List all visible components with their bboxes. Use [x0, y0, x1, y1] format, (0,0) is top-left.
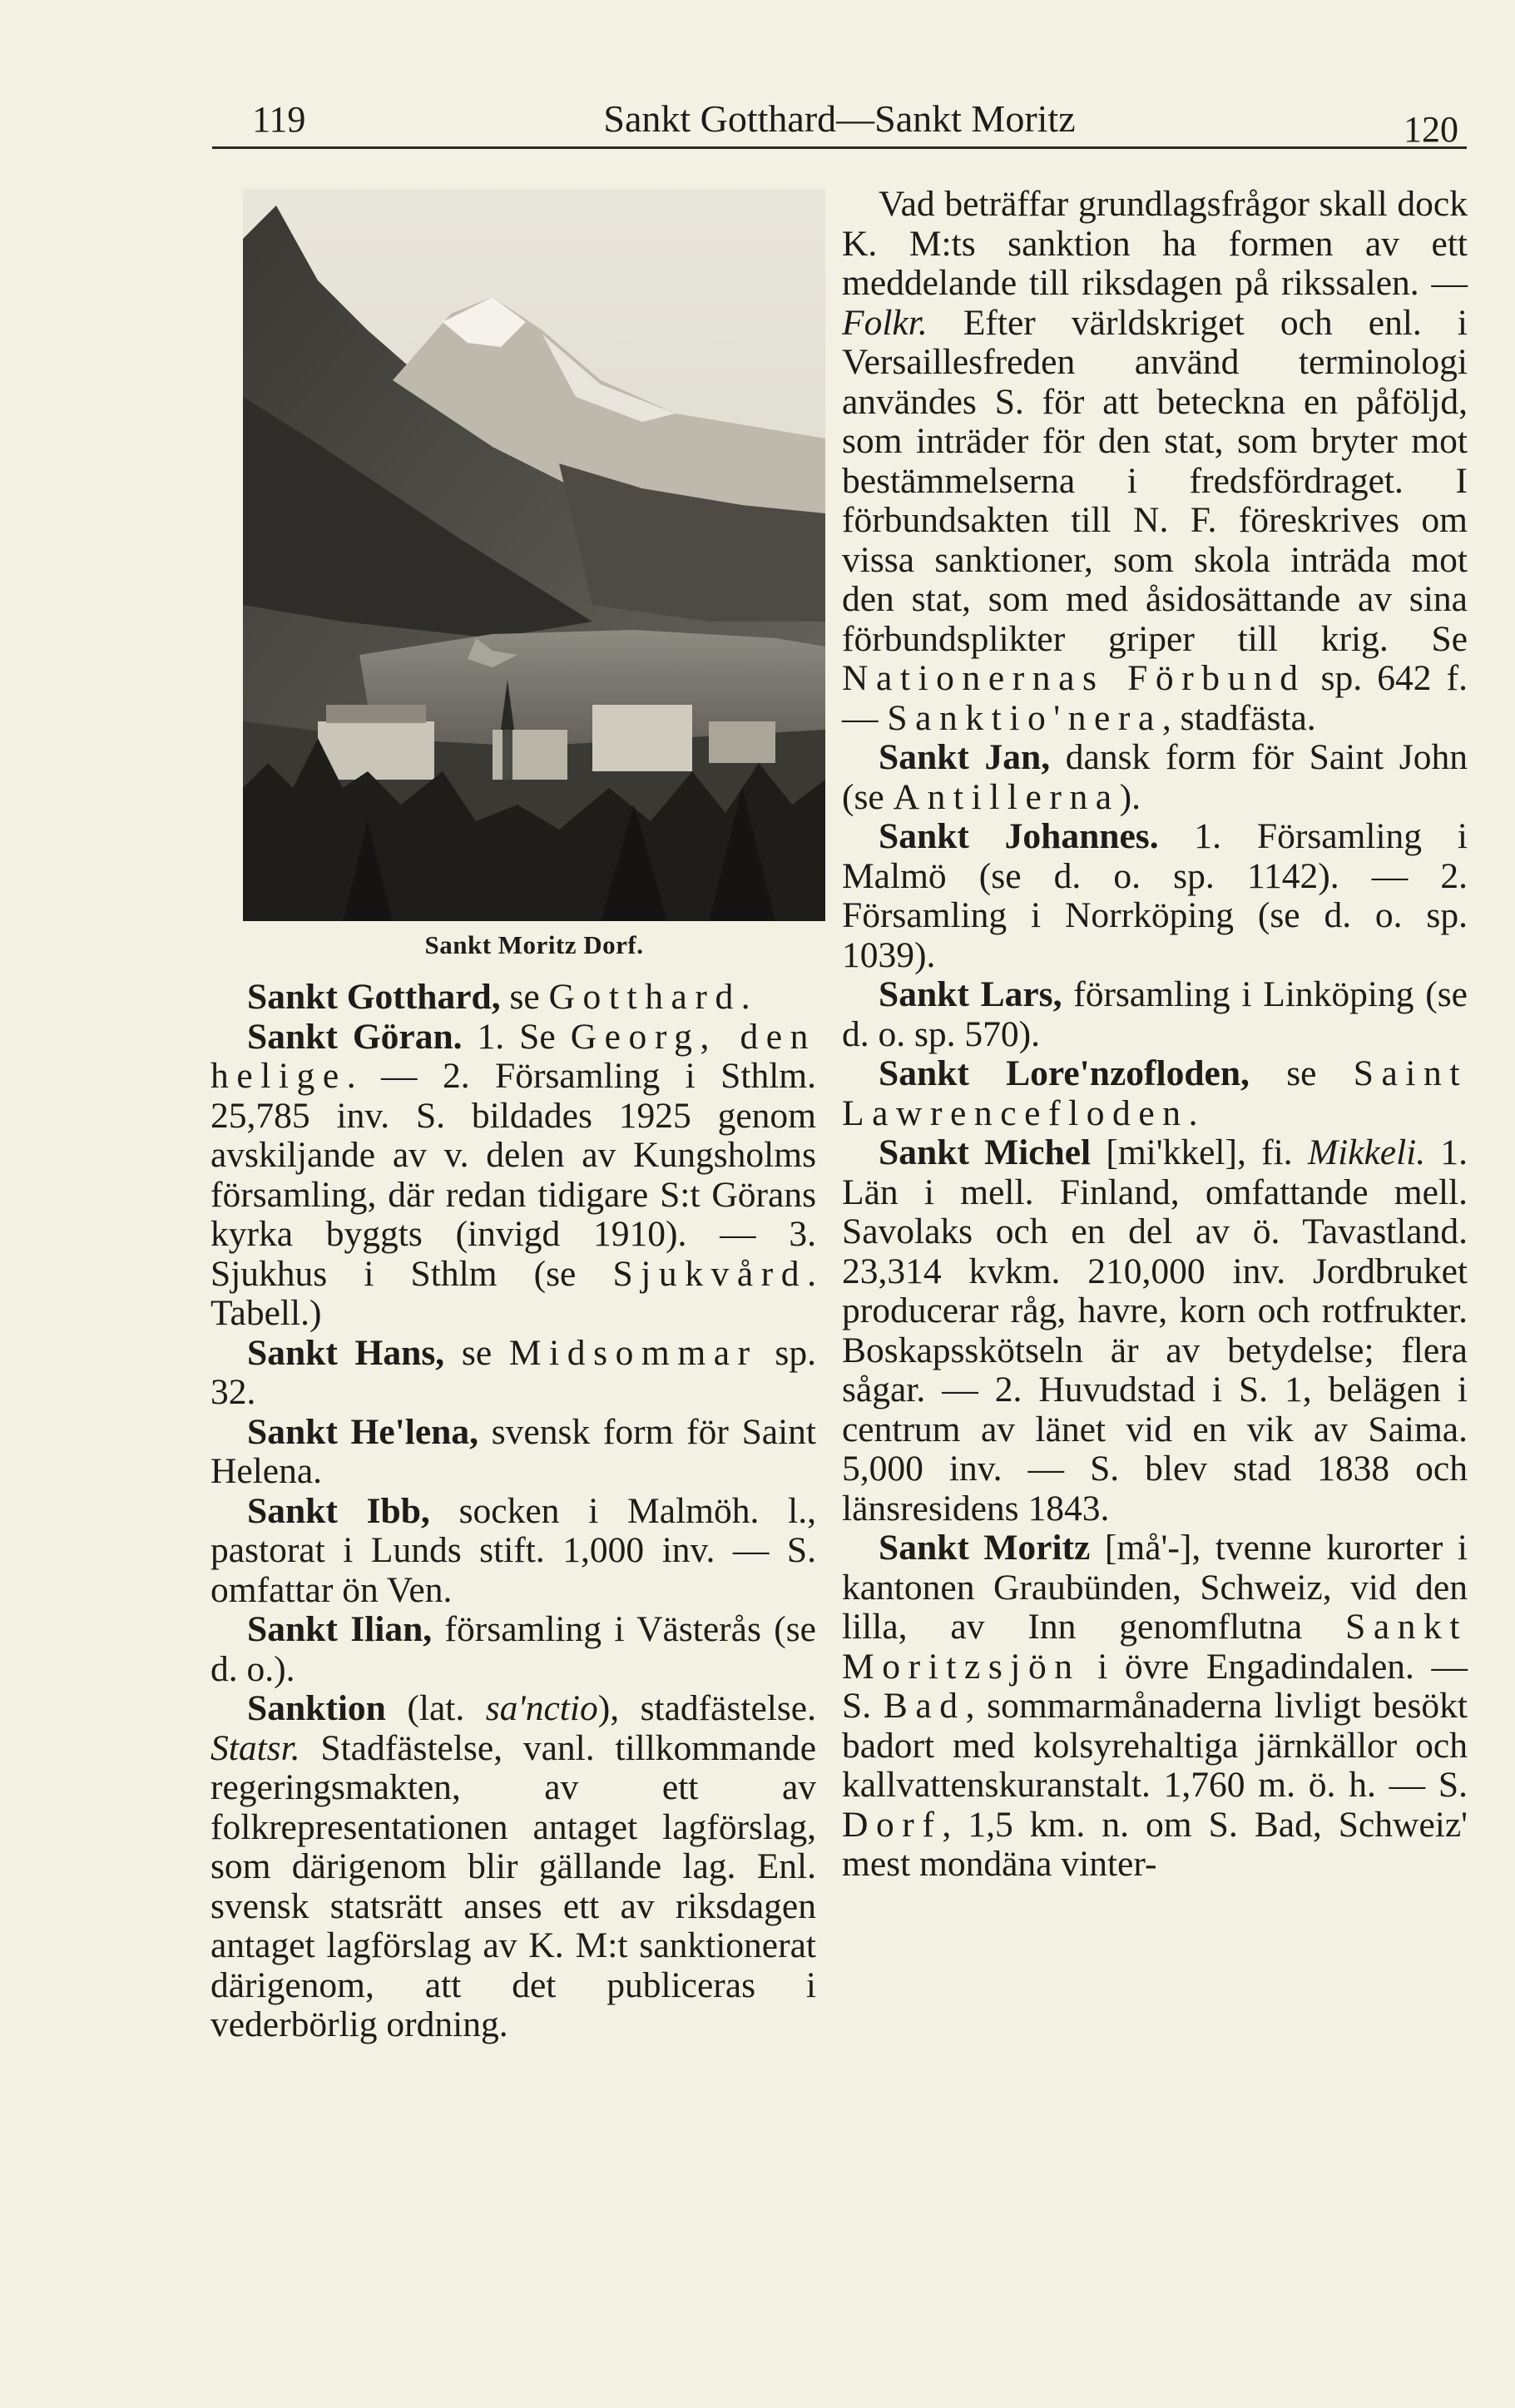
entry-sankt-ibb: Sankt Ibb, socken i Malmöh. l., pastorat i Lunds stift. 1,000 inv. — S. omfattar ön Ven.	[210, 1490, 816, 1610]
entry-sankt-goran: Sankt Göran. 1. Se Georg, den helige. — 2. Församling i Sthlm. 25,785 inv. S. bildades 1925 genom avskiljande av v. delen av Kungsholms församling, där redan tidigare S:t Görans kyrka byggts (invigd 1910). — 3. Sjukhus i Sthlm (se Sjukvård. Tabell.)	[210, 1016, 816, 1333]
right-column	[842, 185, 1468, 1885]
entry-sankt-gotthard: Sankt Gotthard, se Gotthard.	[247, 977, 750, 1017]
entry-sankt-hans: Sankt Hans, se Midsommar sp. 32.	[210, 1332, 816, 1412]
figure-caption: Sankt Moritz Dorf.	[424, 930, 644, 959]
entry-sankt-jan: Sankt Jan, dansk form för Saint John (se Antillerna).	[842, 737, 1468, 817]
page-header	[212, 93, 1467, 149]
entry-sankt-michel: Sankt Michel [mi'kkel], fi. Mikkeli. 1. Län i mell. Finland, omfattande mell. Savolaks och en del av ö. Tavastland. 23,314 kvkm. 210,000 inv. Jordbruket producerar råg, havre, korn och rotfrukter. Boskapsskötseln är av betydelse; flera sågar. — 2. Huvudstad i S. 1, belägen i centrum av länet vid en vik av Saima. 5,000 inv. — S. blev stad 1838 och länsresidens 1843.	[842, 1132, 1468, 1529]
entry-sankt-helena: Sankt He'lena, svensk form för Saint Helena.	[210, 1411, 816, 1491]
entry-sankt-ilian: Sankt Ilian, församling i Västerås (se d. o.).	[210, 1609, 816, 1689]
entry-sankt-lorenzofloden: Sankt Lore'nzofloden, se Saint Lawrencefloden.	[842, 1053, 1468, 1133]
page-number-left: 119	[252, 99, 306, 140]
entry-sanktion-continued: Vad beträffar grundlagsfrågor skall dock K. M:ts sanktion ha formen av ett meddelande till riksdagen på rikssalen. — Folkr. Efter världskriget och enl. i Versaillesfreden använd terminologi användes S. för att beteckna en påföljd, som inträder för den stat, som bryter mot bestämmelserna i fredsfördraget. I förbundsakten till N. F. föreskrives om vissa sanktioner, som skola inträda mot den stat, som med åsidosättande av sina förbundsplikter griper till krig. Se Nationernas Förbund sp. 642 f. — Sanktio'nera, stadfästa.	[842, 184, 1468, 738]
entry-sankt-moritz: Sankt Moritz [må'-], tvenne kurorter i kantonen Graubünden, Schweiz, vid den lilla, av Inn genomflutna Sankt Moritzsjön i övre Engadindalen. — S. Bad, sommarmånaderna livligt besökt badort med kolsyrehaltiga järnkällor och kallvattenskuranstalt. 1,760 m. ö. h. — S. Dorf, 1,5 km. n. om S. Bad, Schweiz' mest mondäna vinter-	[842, 1528, 1468, 1884]
running-title: Sankt Gotthard—Sankt Moritz	[603, 97, 1076, 140]
entry-sanktion: Sanktion (lat. sa'nctio), stadfästelse. Statsr. Stadfästelse, vanl. tillkommande regeringsmakten, av ett av folkrepresentationen antaget lagförslag, som därigenom blir gällande lag. Enl. svensk statsrätt anses ett av riksdagen antaget lagförslag av K. M:t sanktionerat därigenom, att det publiceras i vederbörlig ordning.	[210, 1688, 816, 2044]
left-column	[210, 978, 816, 2045]
page-number-right: 120	[1404, 109, 1458, 150]
photo-st-moritz	[243, 189, 825, 921]
landscape-photo	[243, 189, 825, 921]
entry-sankt-johannes: Sankt Johannes. 1. Församling i Malmö (se d. o. sp. 1142). — 2. Församling i Norrköping (se d. o. sp. 1039).	[842, 816, 1468, 975]
entry-sankt-lars: Sankt Lars, församling i Linköping (se d. o. sp. 570).	[842, 974, 1468, 1054]
